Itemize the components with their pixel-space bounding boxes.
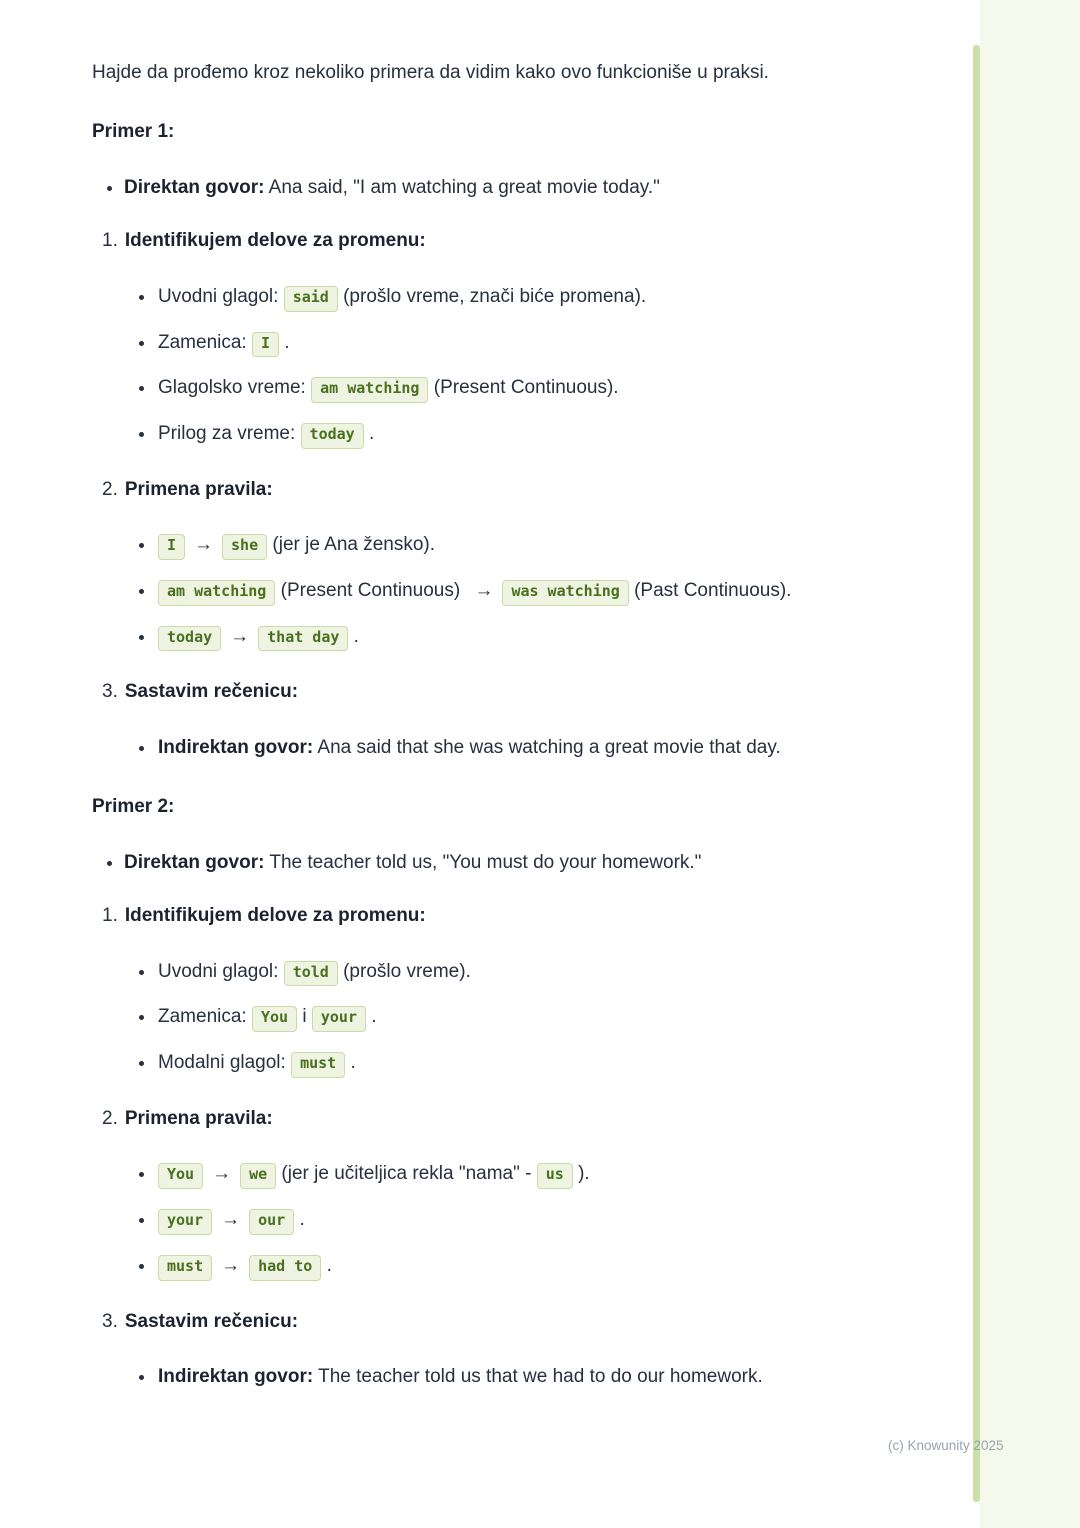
step-title: Primena pravila:: [124, 1107, 273, 1129]
text-run: (jer je Ana žensko).: [267, 534, 436, 556]
list-item-text: [158, 332, 290, 353]
list-item-text: [158, 1255, 332, 1276]
step-heading: [92, 677, 848, 706]
direct-speech-list: [92, 848, 848, 877]
list-item: [156, 957, 848, 987]
arrow-icon: →: [194, 534, 214, 556]
code-chip: must: [158, 1255, 212, 1281]
code-chip: told: [284, 961, 338, 987]
code-chip: that day: [258, 626, 348, 652]
right-margin-band: [980, 0, 1080, 1528]
text-run: Modalni glagol:: [158, 1052, 292, 1074]
list-item: [156, 419, 848, 449]
arrow-icon: →: [230, 625, 250, 647]
list-item-text: [158, 377, 619, 398]
list-item-text: [158, 534, 435, 555]
step-apply-rules: [92, 475, 848, 652]
list-item: [156, 576, 848, 606]
arrow-icon: →: [474, 579, 494, 601]
list-item: [156, 328, 848, 358]
step-title: Sastavim rečenicu:: [124, 1310, 299, 1332]
step-heading: [92, 475, 848, 504]
list-item: [156, 1362, 848, 1391]
list-item-text: [158, 286, 646, 307]
list-item: [156, 1002, 848, 1032]
code-chip: You: [158, 1163, 203, 1189]
arrow-icon: →: [221, 1209, 241, 1231]
code-chip: am watching: [311, 377, 428, 403]
text-run: Ana said, "I am watching a great movie today.": [264, 176, 660, 198]
example-2-section: [92, 792, 848, 1391]
step-compose: [92, 677, 848, 762]
code-chip: us: [537, 1163, 573, 1189]
code-chip: You: [252, 1006, 297, 1032]
list-item-text: [158, 423, 374, 444]
list-item-text: [158, 580, 791, 601]
list-item-text: [158, 1163, 590, 1184]
list-item: [156, 530, 848, 560]
code-chip: your: [312, 1006, 366, 1032]
step-number: 3.: [102, 1310, 118, 1332]
list-item-text: [158, 626, 359, 647]
code-chip: I: [252, 332, 279, 358]
step-heading: [92, 1307, 848, 1336]
text-run: ).: [572, 1163, 590, 1185]
text-run: .: [279, 331, 290, 353]
example-1-section: [92, 117, 848, 762]
step-number: 3.: [102, 681, 118, 703]
list-item: [156, 622, 848, 652]
arrow-icon: →: [212, 1163, 232, 1185]
list-item: [156, 1048, 848, 1078]
code-chip: am watching: [158, 580, 275, 606]
code-chip: we: [240, 1163, 276, 1189]
text-run: Zamenica:: [158, 1006, 252, 1028]
list-item-text: [158, 1006, 377, 1027]
text-run: Zamenica:: [158, 331, 252, 353]
text-run: (Present Continuous).: [428, 377, 619, 399]
list-item: [156, 1159, 848, 1189]
step-identify: [92, 226, 848, 448]
step-number: 1.: [102, 905, 118, 927]
text-run: .: [321, 1254, 332, 1276]
step-title: Identifikujem delove za promenu:: [124, 230, 426, 252]
text-run: i: [297, 1006, 312, 1028]
step-item-list: [92, 733, 848, 762]
bold-label: Direktan govor:: [124, 176, 265, 198]
step-item-list: [92, 1159, 848, 1280]
bold-label: Direktan govor:: [124, 851, 265, 873]
text-run: .: [348, 625, 359, 647]
text-run: (prošlo vreme, znači biće promena).: [337, 285, 647, 307]
list-item: [156, 1205, 848, 1235]
code-chip: she: [222, 534, 267, 560]
code-chip: must: [291, 1052, 345, 1078]
text-run: Glagolsko vreme:: [158, 377, 312, 399]
code-chip: today: [158, 626, 221, 652]
code-chip: your: [158, 1209, 212, 1235]
code-chip: had to: [249, 1255, 321, 1281]
direct-speech-text: [124, 177, 660, 198]
list-item: [156, 282, 848, 312]
step-item-list: [92, 1362, 848, 1391]
example-2-heading: Primer 2:: [92, 796, 175, 818]
list-item-text: [158, 737, 781, 758]
step-item-list: [92, 530, 848, 651]
text-run: Ana said that she was watching a great movie that day.: [313, 736, 781, 758]
list-item: [156, 373, 848, 403]
text-run: Uvodni glagol:: [158, 285, 284, 307]
right-accent-stripe: [973, 45, 980, 1502]
text-run: Prilog za vreme:: [158, 423, 301, 444]
step-title: Primena pravila:: [124, 478, 273, 500]
direct-speech-text: [124, 852, 701, 873]
step-identify: [92, 901, 848, 1078]
step-title: Sastavim rečenicu:: [124, 681, 299, 703]
step-heading: [92, 226, 848, 255]
list-item-text: [158, 1366, 763, 1387]
step-item-list: [92, 957, 848, 1078]
bold-label: Indirektan govor:: [158, 736, 314, 758]
text-run: (jer je učiteljica rekla "nama" -: [276, 1163, 537, 1185]
step-title: Identifikujem delove za promenu:: [124, 905, 426, 927]
list-item: [156, 733, 848, 762]
step-item-list: [92, 282, 848, 449]
list-item-text: [158, 1052, 356, 1073]
list-item: [156, 1251, 848, 1281]
direct-speech-item: [124, 173, 848, 202]
step-heading: [92, 901, 848, 930]
step-number: 1.: [102, 230, 118, 252]
text-run: The teacher told us, "You must do your homework.": [264, 851, 702, 873]
step-number: 2.: [102, 1107, 118, 1129]
list-item-text: [158, 961, 471, 982]
step-apply-rules: [92, 1104, 848, 1281]
text-run: Uvodni glagol:: [158, 960, 284, 982]
code-chip: said: [284, 286, 338, 312]
text-run: (prošlo vreme).: [337, 960, 471, 982]
text-run: (Past Continuous).: [628, 579, 792, 601]
step-compose: [92, 1307, 848, 1392]
text-run: The teacher told us that we had to do our homework.: [313, 1366, 763, 1387]
direct-speech-item: [124, 848, 848, 877]
code-chip: our: [249, 1209, 294, 1235]
bold-label: Indirektan govor:: [158, 1366, 314, 1387]
text-run: .: [363, 423, 375, 444]
text-run: .: [345, 1052, 356, 1074]
intro-paragraph: Hajde da prođemo kroz nekoliko primera da vidim kako ovo funkcioniše u praksi.: [92, 62, 769, 83]
document-content: [92, 58, 848, 1417]
arrow-icon: →: [221, 1254, 241, 1276]
code-chip: today: [301, 423, 364, 449]
example-1-heading: Primer 1:: [92, 121, 175, 143]
code-chip: I: [158, 534, 185, 560]
step-heading: [92, 1104, 848, 1133]
text-run: .: [365, 1006, 377, 1028]
code-chip: was watching: [502, 580, 628, 606]
text-run: (Present Continuous): [275, 579, 466, 601]
text-run: .: [294, 1209, 305, 1231]
list-item-text: [158, 1209, 305, 1230]
watermark: (c) Knowunity 2025: [888, 1438, 1004, 1453]
direct-speech-list: [92, 173, 848, 202]
step-number: 2.: [102, 478, 118, 500]
